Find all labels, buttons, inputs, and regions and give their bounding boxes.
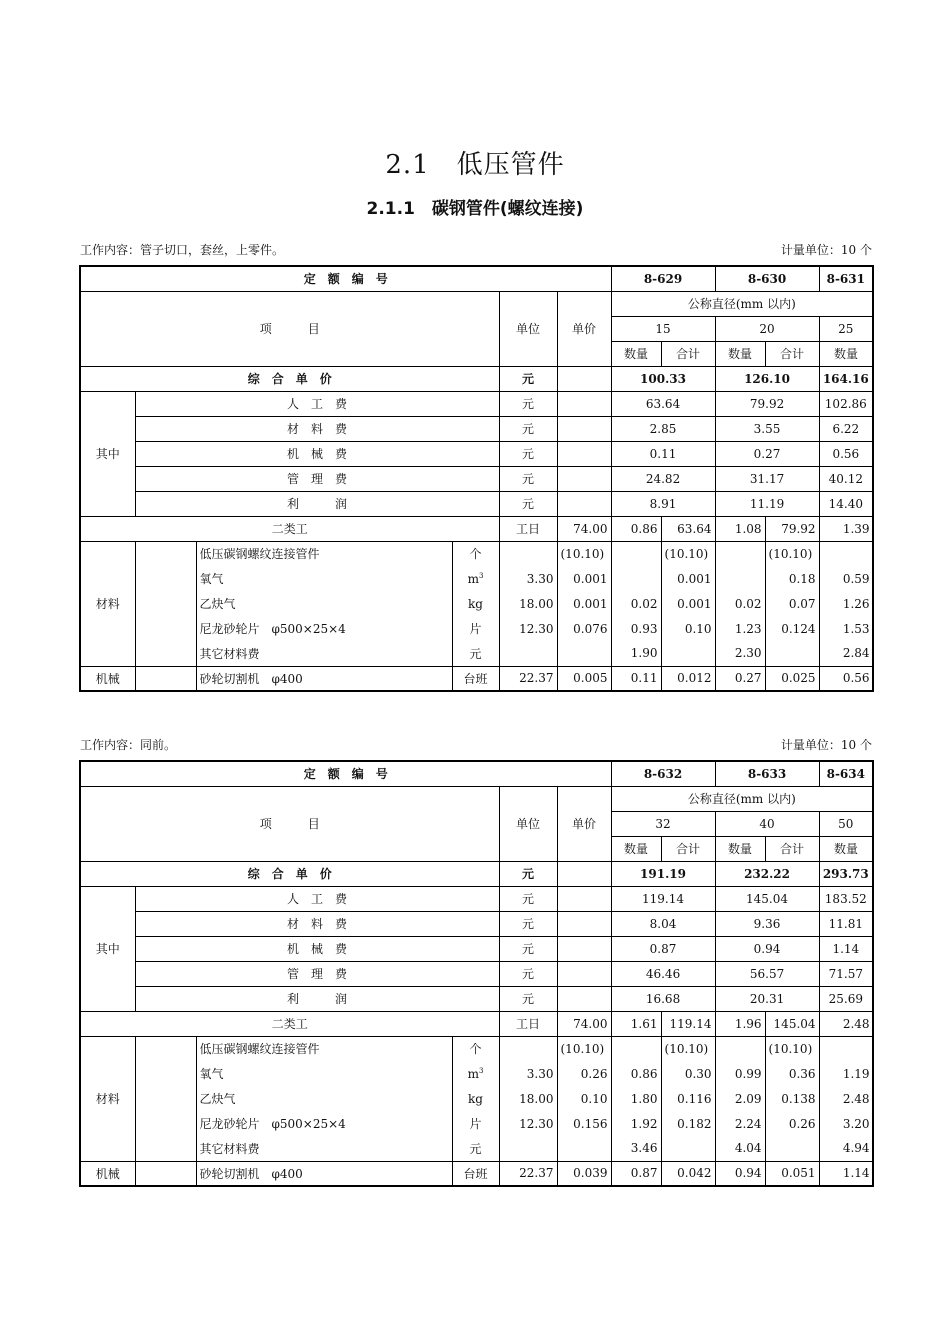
quota-code: 8-631 xyxy=(819,266,873,291)
cost-value: 0.56 xyxy=(819,441,873,466)
machine-price: 22.37 xyxy=(499,666,557,691)
material-cell: 0.26 xyxy=(557,1061,611,1086)
material-cell: 2.30 xyxy=(715,641,765,666)
material-cell: 0.001 xyxy=(557,591,611,616)
empty-cell xyxy=(557,886,611,911)
labor-cell: 79.92 xyxy=(765,516,819,541)
table-row xyxy=(80,516,873,541)
cost-name: 材 料 费 xyxy=(135,416,499,441)
composite-value: 126.10 xyxy=(715,366,819,391)
among-label: 其中 xyxy=(80,886,135,1011)
material-name: 低压碳钢螺纹连接管件 xyxy=(196,541,452,566)
machine-name: 砂轮切割机 φ400 xyxy=(196,666,452,691)
material-cell: 0.02 xyxy=(715,591,765,616)
cost-value: 2.85 xyxy=(611,416,715,441)
table-row xyxy=(80,1011,873,1036)
diameter-size: 20 xyxy=(715,316,819,341)
cost-value: 11.81 xyxy=(819,911,873,936)
cost-name: 人 工 费 xyxy=(135,391,499,416)
section-subtitle: 2.1.1 碳钢管件(螺纹连接) xyxy=(366,199,584,219)
measure-unit: 计量单位：10 个 xyxy=(780,243,872,257)
material-cell: 1.80 xyxy=(611,1086,661,1111)
composite-value: 164.16 xyxy=(819,366,873,391)
material-cell xyxy=(557,641,611,666)
cost-unit: 元 xyxy=(499,936,557,961)
empty-cell xyxy=(557,441,611,466)
table-row xyxy=(80,1111,873,1136)
qty-header: 数量 xyxy=(715,836,765,861)
material-name: 尼龙砂轮片 φ500×25×4 xyxy=(196,616,452,641)
material-cell: 3.20 xyxy=(819,1111,873,1136)
cost-value: 8.04 xyxy=(611,911,715,936)
machine-unit: 台班 xyxy=(452,1161,499,1186)
qty-header: 数量 xyxy=(611,836,661,861)
composite-unit: 元 xyxy=(499,861,557,886)
material-price xyxy=(499,641,557,666)
cost-value: 0.87 xyxy=(611,936,715,961)
diameter-size: 50 xyxy=(819,811,873,836)
material-price xyxy=(499,1036,557,1061)
material-unit: $m^3$ xyxy=(452,566,499,591)
material-unit: 元 xyxy=(452,1136,499,1161)
material-cell xyxy=(819,1036,873,1061)
empty-cell xyxy=(557,861,611,886)
empty-cell xyxy=(557,936,611,961)
cost-unit: 元 xyxy=(499,911,557,936)
labor-name: 二类工 xyxy=(80,516,499,541)
material-unit: kg xyxy=(452,591,499,616)
material-cell: 3.46 xyxy=(611,1136,661,1161)
material-cell: 0.86 xyxy=(611,1061,661,1086)
material-name: 氧气 xyxy=(196,566,452,591)
material-cell: 0.001 xyxy=(661,566,715,591)
material-cell xyxy=(819,541,873,566)
cost-unit: 元 xyxy=(499,491,557,516)
table-row xyxy=(80,641,873,666)
empty-cell xyxy=(135,541,196,666)
cost-value: 0.94 xyxy=(715,936,819,961)
qty-header: 数量 xyxy=(611,341,661,366)
empty-cell xyxy=(557,366,611,391)
unit-header: 单位 xyxy=(499,291,557,366)
labor-price: 74.00 xyxy=(557,1011,611,1036)
labor-unit: 工日 xyxy=(499,516,557,541)
material-cell: 0.076 xyxy=(557,616,611,641)
material-name: 低压碳钢螺纹连接管件 xyxy=(196,1036,452,1061)
material-price: 18.00 xyxy=(499,1086,557,1111)
material-cell: 0.138 xyxy=(765,1086,819,1111)
among-label: 其中 xyxy=(80,391,135,516)
material-cell: 2.84 xyxy=(819,641,873,666)
page-title: 2.1 低压管件 xyxy=(385,150,565,180)
cost-value: 3.55 xyxy=(715,416,819,441)
price-header: 单价 xyxy=(557,786,611,861)
cost-value: 102.86 xyxy=(819,391,873,416)
cost-unit: 元 xyxy=(499,391,557,416)
total-header: 合计 xyxy=(765,836,819,861)
table-row xyxy=(80,466,873,491)
table-row xyxy=(80,266,873,291)
table-row xyxy=(80,666,873,691)
cost-value: 24.82 xyxy=(611,466,715,491)
material-cell: 0.156 xyxy=(557,1111,611,1136)
machine-cell: 0.87 xyxy=(611,1161,661,1186)
table-row xyxy=(80,786,873,811)
material-name: 乙炔气 xyxy=(196,591,452,616)
table-row xyxy=(80,936,873,961)
cost-value: 31.17 xyxy=(715,466,819,491)
machine-unit: 台班 xyxy=(452,666,499,691)
material-name: 氧气 xyxy=(196,1061,452,1086)
empty-cell xyxy=(557,491,611,516)
labor-cell: 2.48 xyxy=(819,1011,873,1036)
cost-value: 79.92 xyxy=(715,391,819,416)
cost-value: 40.12 xyxy=(819,466,873,491)
material-cell: 1.26 xyxy=(819,591,873,616)
table-row xyxy=(80,1061,873,1086)
material-cell: 2.09 xyxy=(715,1086,765,1111)
cost-unit: 元 xyxy=(499,466,557,491)
labor-cell: 0.86 xyxy=(611,516,661,541)
cost-value: 183.52 xyxy=(819,886,873,911)
total-header: 合计 xyxy=(661,341,715,366)
cost-value: 56.57 xyxy=(715,961,819,986)
materials-label: 材料 xyxy=(80,541,135,666)
cost-value: 20.31 xyxy=(715,986,819,1011)
table-row xyxy=(80,1036,873,1061)
composite-value: 191.19 xyxy=(611,861,715,886)
labor-name: 二类工 xyxy=(80,1011,499,1036)
composite-value: 232.22 xyxy=(715,861,819,886)
empty-cell xyxy=(557,391,611,416)
superscript-3: 3 xyxy=(478,571,484,580)
table-row xyxy=(80,391,873,416)
cost-name: 管 理 费 xyxy=(135,961,499,986)
qty-header: 数量 xyxy=(819,341,873,366)
diameter-header: 公称直径(mm 以内) xyxy=(611,291,873,316)
machinery-label: 机械 xyxy=(80,1161,135,1186)
cost-value: 63.64 xyxy=(611,391,715,416)
machine-cell: 0.051 xyxy=(765,1161,819,1186)
cost-name: 管 理 费 xyxy=(135,466,499,491)
materials-label: 材料 xyxy=(80,1036,135,1161)
material-unit: 个 xyxy=(452,541,499,566)
cost-name: 利 润 xyxy=(135,986,499,1011)
material-cell: 1.23 xyxy=(715,616,765,641)
quota-code: 8-630 xyxy=(715,266,819,291)
material-cell xyxy=(715,541,765,566)
diameter-size: 40 xyxy=(715,811,819,836)
material-cell: 1.53 xyxy=(819,616,873,641)
machine-cell: 0.27 xyxy=(715,666,765,691)
item-header: 项 目 xyxy=(80,291,499,366)
machine-cell: 0.56 xyxy=(819,666,873,691)
diameter-header: 公称直径(mm 以内) xyxy=(611,786,873,811)
machinery-label: 机械 xyxy=(80,666,135,691)
composite-label: 综 合 单 价 xyxy=(80,861,499,886)
table-row xyxy=(80,886,873,911)
labor-cell: 119.14 xyxy=(661,1011,715,1036)
machine-cell: 0.012 xyxy=(661,666,715,691)
table-row xyxy=(80,1161,873,1186)
material-cell: 0.124 xyxy=(765,616,819,641)
table-row xyxy=(80,366,873,391)
material-cell: 0.001 xyxy=(661,591,715,616)
cost-name: 机 械 费 xyxy=(135,441,499,466)
cost-value: 119.14 xyxy=(611,886,715,911)
quota-code: 8-633 xyxy=(715,761,819,786)
machine-name: 砂轮切割机 φ400 xyxy=(196,1161,452,1186)
quota-table xyxy=(79,265,874,692)
empty-cell xyxy=(557,986,611,1011)
labor-cell: 145.04 xyxy=(765,1011,819,1036)
cost-name: 机 械 费 xyxy=(135,936,499,961)
work-content: 工作内容：管子切口，套丝，上零件。 xyxy=(80,243,285,257)
material-cell: 0.001 xyxy=(557,566,611,591)
cost-value: 46.46 xyxy=(611,961,715,986)
material-unit: 元 xyxy=(452,641,499,666)
material-cell: 0.59 xyxy=(819,566,873,591)
material-name: 其它材料费 xyxy=(196,641,452,666)
item-header: 项 目 xyxy=(80,786,499,861)
material-cell xyxy=(715,1036,765,1061)
composite-unit: 元 xyxy=(499,366,557,391)
labor-price: 74.00 xyxy=(557,516,611,541)
machine-cell: 0.039 xyxy=(557,1161,611,1186)
labor-cell: 63.64 xyxy=(661,516,715,541)
composite-label: 综 合 单 价 xyxy=(80,366,499,391)
table-row xyxy=(80,566,873,591)
table-row xyxy=(80,591,873,616)
unit-header: 单位 xyxy=(499,786,557,861)
cost-value: 0.27 xyxy=(715,441,819,466)
empty-cell xyxy=(135,666,196,691)
cost-name: 人 工 费 xyxy=(135,886,499,911)
material-cell xyxy=(557,1136,611,1161)
material-price xyxy=(499,1136,557,1161)
material-cell: 0.10 xyxy=(661,616,715,641)
machine-cell: 1.14 xyxy=(819,1161,873,1186)
table-row xyxy=(80,1086,873,1111)
material-cell: 0.18 xyxy=(765,566,819,591)
labor-cell: 1.08 xyxy=(715,516,765,541)
empty-cell xyxy=(135,1161,196,1186)
total-header: 合计 xyxy=(661,836,715,861)
cost-value: 1.14 xyxy=(819,936,873,961)
material-cell xyxy=(765,1136,819,1161)
cost-unit: 元 xyxy=(499,886,557,911)
material-cell xyxy=(611,541,661,566)
table-row xyxy=(80,1136,873,1161)
material-cell: (10.10) xyxy=(557,1036,611,1061)
table-row xyxy=(80,986,873,1011)
cost-name: 利 润 xyxy=(135,491,499,516)
material-price: 3.30 xyxy=(499,566,557,591)
table-row xyxy=(80,861,873,886)
table-row xyxy=(80,541,873,566)
material-cell: 0.10 xyxy=(557,1086,611,1111)
cost-value: 16.68 xyxy=(611,986,715,1011)
labor-cell: 1.61 xyxy=(611,1011,661,1036)
material-price: 3.30 xyxy=(499,1061,557,1086)
material-cell: 2.24 xyxy=(715,1111,765,1136)
table-row xyxy=(80,491,873,516)
total-header: 合计 xyxy=(765,341,819,366)
quota-code: 8-632 xyxy=(611,761,715,786)
empty-cell xyxy=(557,961,611,986)
quota-no-header: 定 额 编 号 xyxy=(80,761,611,786)
work-meta-line xyxy=(80,736,872,754)
material-cell: 0.30 xyxy=(661,1061,715,1086)
material-unit: 片 xyxy=(452,1111,499,1136)
material-price: 18.00 xyxy=(499,591,557,616)
material-cell: 0.99 xyxy=(715,1061,765,1086)
diameter-size: 25 xyxy=(819,316,873,341)
material-cell: (10.10) xyxy=(765,541,819,566)
table-row xyxy=(80,761,873,786)
cost-unit: 元 xyxy=(499,416,557,441)
material-cell: (10.10) xyxy=(661,541,715,566)
machine-cell: 0.94 xyxy=(715,1161,765,1186)
material-cell: 1.19 xyxy=(819,1061,873,1086)
cost-value: 25.69 xyxy=(819,986,873,1011)
material-name: 其它材料费 xyxy=(196,1136,452,1161)
cost-unit: 元 xyxy=(499,986,557,1011)
cost-value: 0.11 xyxy=(611,441,715,466)
material-price xyxy=(499,541,557,566)
material-cell xyxy=(661,641,715,666)
composite-value: 293.73 xyxy=(819,861,873,886)
table-row xyxy=(80,616,873,641)
quota-code: 8-634 xyxy=(819,761,873,786)
material-cell xyxy=(715,566,765,591)
material-unit: kg xyxy=(452,1086,499,1111)
cost-value: 145.04 xyxy=(715,886,819,911)
empty-cell xyxy=(557,911,611,936)
table-row xyxy=(80,441,873,466)
empty-cell xyxy=(557,416,611,441)
labor-unit: 工日 xyxy=(499,1011,557,1036)
cost-value: 8.91 xyxy=(611,491,715,516)
qty-header: 数量 xyxy=(715,341,765,366)
quota-code: 8-629 xyxy=(611,266,715,291)
material-name: 乙炔气 xyxy=(196,1086,452,1111)
material-cell: 0.07 xyxy=(765,591,819,616)
quota-table xyxy=(79,760,874,1187)
measure-unit: 计量单位：10 个 xyxy=(780,738,872,752)
material-cell xyxy=(611,1036,661,1061)
material-cell: 2.48 xyxy=(819,1086,873,1111)
machine-cell: 0.042 xyxy=(661,1161,715,1186)
material-unit: 个 xyxy=(452,1036,499,1061)
material-cell: (10.10) xyxy=(661,1036,715,1061)
diameter-size: 32 xyxy=(611,811,715,836)
table-row xyxy=(80,961,873,986)
cost-value: 6.22 xyxy=(819,416,873,441)
material-cell: (10.10) xyxy=(765,1036,819,1061)
cost-value: 11.19 xyxy=(715,491,819,516)
cost-value: 71.57 xyxy=(819,961,873,986)
labor-cell: 1.96 xyxy=(715,1011,765,1036)
work-meta-line xyxy=(80,241,872,259)
machine-cell: 0.005 xyxy=(557,666,611,691)
material-cell xyxy=(661,1136,715,1161)
material-cell: 0.26 xyxy=(765,1111,819,1136)
machine-price: 22.37 xyxy=(499,1161,557,1186)
cost-unit: 元 xyxy=(499,441,557,466)
composite-value: 100.33 xyxy=(611,366,715,391)
price-header: 单价 xyxy=(557,291,611,366)
material-cell xyxy=(765,641,819,666)
material-cell: 0.93 xyxy=(611,616,661,641)
material-cell xyxy=(611,566,661,591)
material-cell: 0.182 xyxy=(661,1111,715,1136)
cost-unit: 元 xyxy=(499,961,557,986)
material-cell: 1.92 xyxy=(611,1111,661,1136)
table-row xyxy=(80,416,873,441)
cost-value: 14.40 xyxy=(819,491,873,516)
table-row xyxy=(80,911,873,936)
labor-cell: 1.39 xyxy=(819,516,873,541)
material-cell: (10.10) xyxy=(557,541,611,566)
material-unit: 片 xyxy=(452,616,499,641)
table-row xyxy=(80,291,873,316)
material-cell: 0.36 xyxy=(765,1061,819,1086)
material-price: 12.30 xyxy=(499,616,557,641)
material-cell: 0.02 xyxy=(611,591,661,616)
material-name: 尼龙砂轮片 φ500×25×4 xyxy=(196,1111,452,1136)
material-cell: 1.90 xyxy=(611,641,661,666)
superscript-3: 3 xyxy=(478,1066,484,1075)
material-cell: 4.04 xyxy=(715,1136,765,1161)
material-unit: $m^3$ xyxy=(452,1061,499,1086)
material-price: 12.30 xyxy=(499,1111,557,1136)
machine-cell: 0.025 xyxy=(765,666,819,691)
material-cell: 4.94 xyxy=(819,1136,873,1161)
cost-value: 9.36 xyxy=(715,911,819,936)
cost-name: 材 料 费 xyxy=(135,911,499,936)
empty-cell xyxy=(557,466,611,491)
work-content: 工作内容：同前。 xyxy=(80,738,177,752)
material-cell: 0.116 xyxy=(661,1086,715,1111)
quota-no-header: 定 额 编 号 xyxy=(80,266,611,291)
empty-cell xyxy=(135,1036,196,1161)
diameter-size: 15 xyxy=(611,316,715,341)
qty-header: 数量 xyxy=(819,836,873,861)
machine-cell: 0.11 xyxy=(611,666,661,691)
